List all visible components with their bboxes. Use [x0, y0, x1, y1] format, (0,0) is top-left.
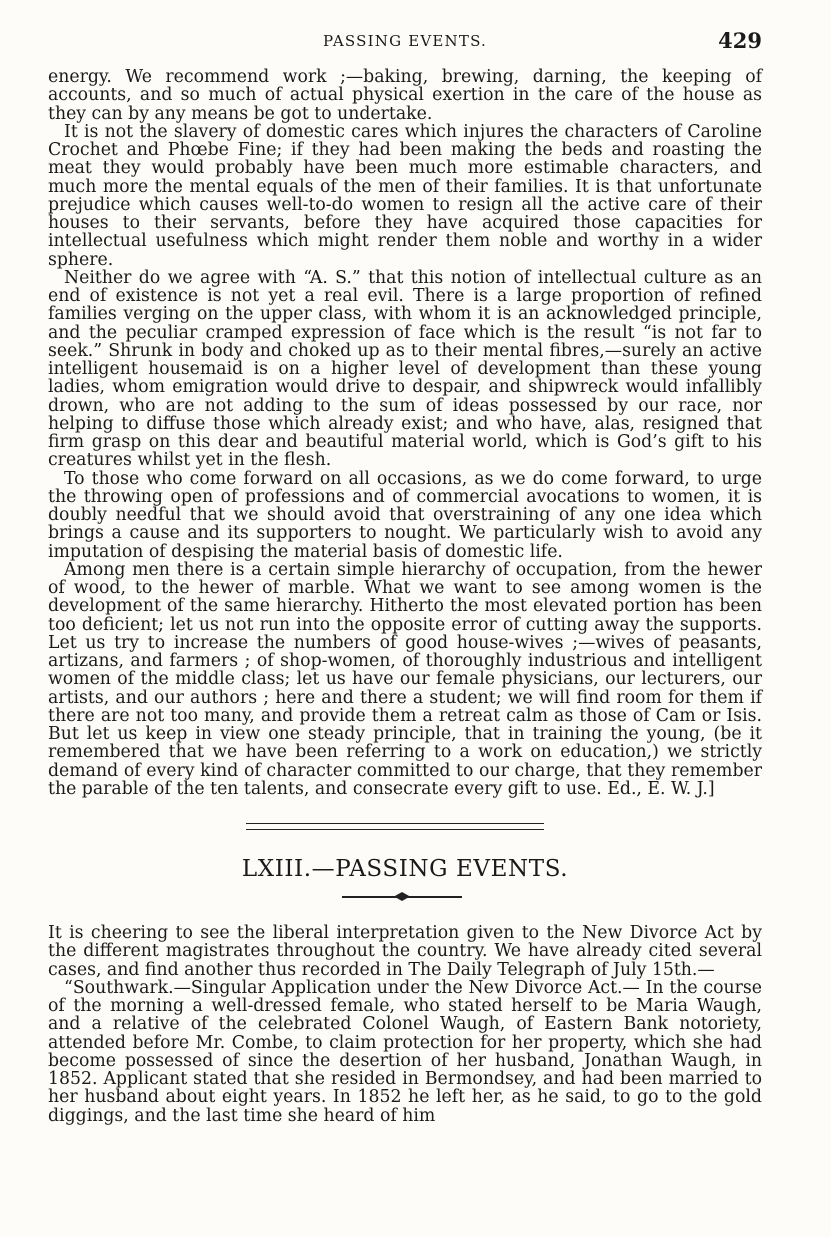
court-report: “Southwark.—Singular Application under the New Divorce Act.— In the course of the morning a well-dressed female, who stated herself to be Maria Waugh, and a relative of the celebrated Colonel Waugh, of Eastern Bank notoriety, attended before Mr. Combe, to claim protection for her property, which she had become possessed of since the desertion of her husband, Jonathan Waugh, in 1852. Applicant stated that she resided in Bermondsey, and had been married to her husband about eight years. In 1852 he left her, as he said, to go to the gold diggings, and the last time she heard of him: [48, 977, 762, 1126]
ornament-diamond-icon: [394, 892, 410, 901]
section-intro: It is cheering to see the liberal interpretation given to the New Divorce Act by the different magistrates throughout the country. We have already cited several cases, and find another thus recorded in The Daily Telegraph of July 15th.—: [48, 923, 762, 980]
paragraph: Neither do we agree with “A. S.” that this notion of intellectual culture as an end of existence is not yet a real evil. There is a large proportion of refined families verging on the upper class, with whom it is an acknowledged principle, and the peculiar cramped expression of face which is the result “is not far to seek.” Shrunk in body and choked up as to their mental fibres,—surely an active intelligent housemaid is on a higher level of development than these young ladies, whom emigration would drive to despair, and shipwreck would infallibly drown, who are not adding to the sum of ideas possessed by our race, nor helping to diffuse those which already exist; and who have, alas, resigned that firm grasp on this dear and beautiful material world, which is God’s gift to his creatures whilst yet in the flesh.: [48, 267, 762, 471]
page: [48, 0, 762, 1125]
page-number: 429: [718, 28, 762, 53]
running-head: [48, 28, 762, 68]
article-continuation: [48, 68, 762, 798]
section-body: [48, 924, 762, 1125]
paragraph: Among men there is a certain simple hierarchy of occupation, from the hewer of wood, to the hewer of marble. What we want to see among women is the development of the same hierarchy. Hitherto the most elevated portion has been too deficient; let us not run into the opposite error of cutting away the supports. Let us try to increase the numbers of good house-wives ;—wives of peasants, artizans, and farmers ; of shop-women, of thoroughly industrious and intelligent women of the middle class; let us have our female physicians, our lecturers, our artists, and our authors ; here and there a student; we will find room for them if there are not too many, and provide them a retreat calm as those of Cam or Isis. But let us keep in view one steady principle, that in training the young, (be it remembered that we have been referring to a work on education,) we strictly demand of every kind of character committed to our charge, that they remember the parable of the ten talents, and consecrate every gift to use. Ed., E. W. J.]: [48, 559, 762, 799]
paragraph: To those who come forward on all occasions, as we do come forward, to urge the throwing open of professions and of commercial avocations to women, it is doubly needful that we should avoid that overstraining of any one idea which brings a cause and its supporters to nought. We particularly wish to avoid any imputation of despising the material basis of domestic life.: [48, 468, 762, 562]
paragraph: It is not the slavery of domestic cares which injures the characters of Caroline Crochet and Phœbe Fine; if they had been making the beds and roasting the meat they would probably have been much more estimable characters, and much more the mental equals of the men of their families. It is that unfortunate prejudice which causes well-to-do women to resign all the active care of their houses to their servants, before they have acquired those capacities for intellectual usefulness which might render them noble and worthy in a wider sphere.: [48, 121, 762, 270]
section-divider: [246, 823, 544, 830]
ornament-rule: [342, 890, 462, 904]
paragraph: energy. We recommend work ;—baking, brewing, darning, the keeping of accounts, and so much of actual physical exertion in the care of the house as they can by any means be got to undertake.: [48, 67, 762, 124]
running-title: PASSING EVENTS.: [322, 32, 487, 50]
section-title: LXIII.—PASSING EVENTS.: [241, 856, 569, 882]
